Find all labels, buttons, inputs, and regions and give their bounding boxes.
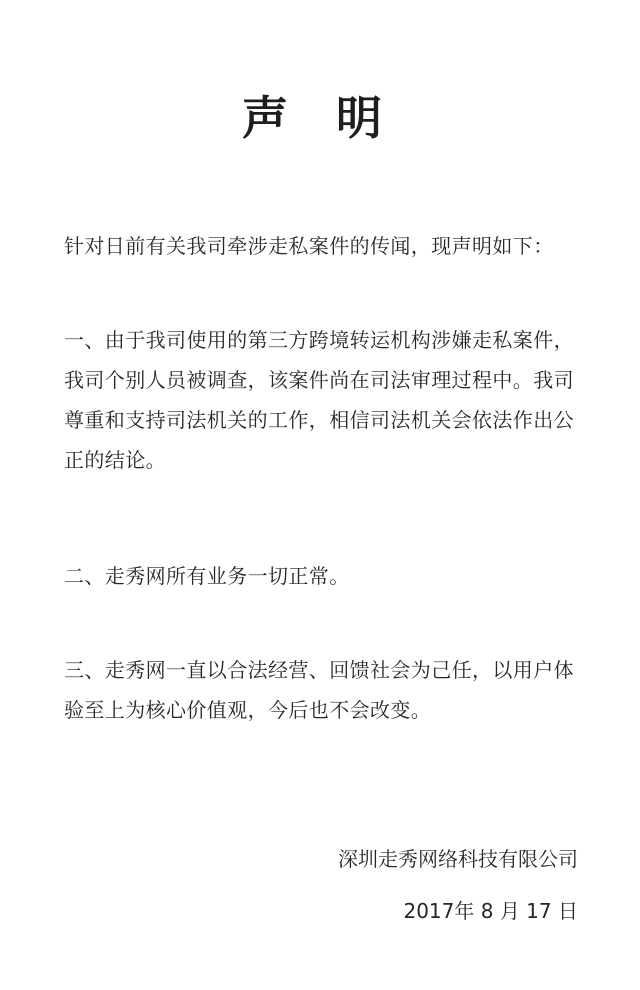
statement-item-2: 二、走秀网所有业务一切正常。 <box>64 564 350 588</box>
statement-item-3: 三、走秀网一直以合法经营、回馈社会为己任，以用户体验至上为核心价值观，今后也不会改变。 <box>64 658 574 722</box>
signature-date: 2017年 8 月 17 日 <box>403 899 578 923</box>
intro-paragraph: 针对日前有关我司牵涉走私案件的传闻，现声明如下： <box>64 234 554 258</box>
statement-item-1: 一、由于我司使用的第三方跨境转运机构涉嫌走私案件，我司个别人员被调查，该案件尚在司法审理过程中。我司尊重和支持司法机关的工作，相信司法机关会依法作出公正的结论。 <box>64 328 574 472</box>
signature-company: 深圳走秀网络科技有限公司 <box>338 847 578 871</box>
document-title: 声 明 <box>241 91 398 145</box>
